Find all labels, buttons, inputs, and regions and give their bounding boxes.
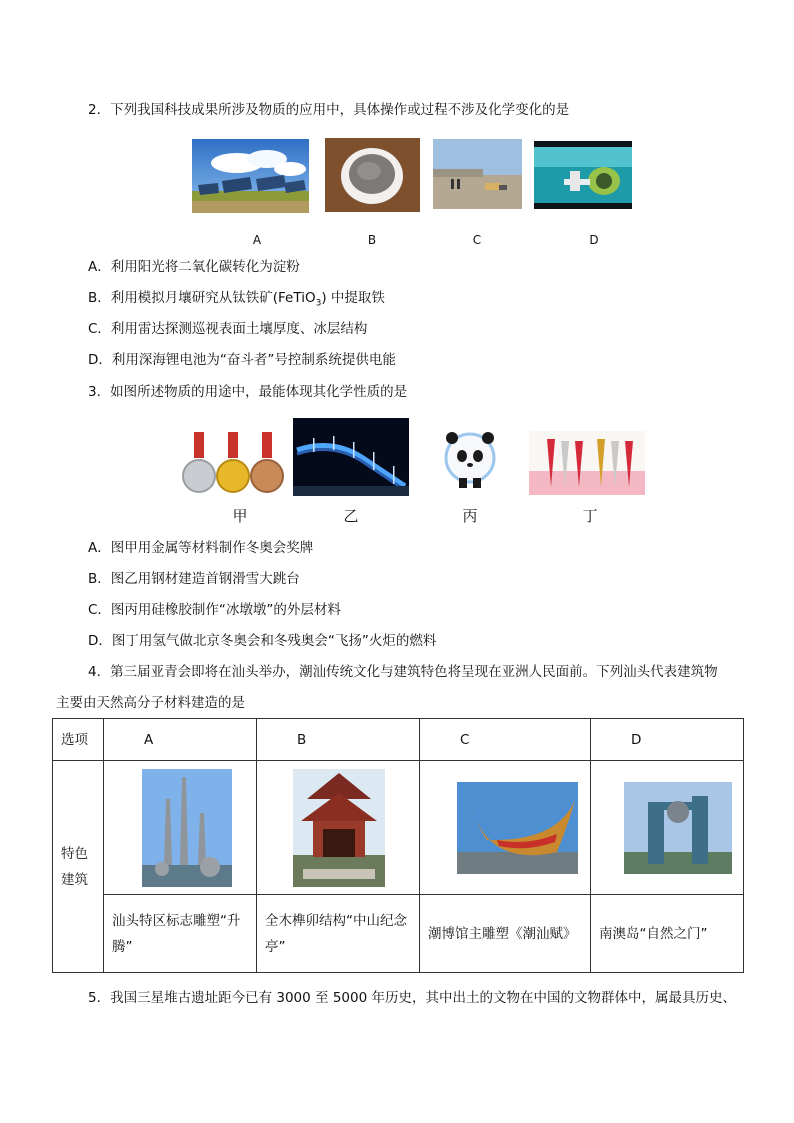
building-name-b-line2: 亭” xyxy=(265,938,286,955)
building-name-d: 南澳岛“自然之门” xyxy=(599,925,708,942)
row-label-line2: 建筑 xyxy=(61,871,88,888)
q2-caption-a: A xyxy=(252,233,262,247)
radar-rover-image xyxy=(433,139,522,209)
q2-option-c: C．利用雷达探测巡视表面土壤厚度、冰层结构 xyxy=(88,321,368,337)
bing-dwen-dwen-image xyxy=(437,428,503,490)
q2-stem: 2．下列我国科技成果所涉及物质的应用中，具体操作或过程不涉及化学变化的是 xyxy=(88,102,570,118)
building-name-a-line2: 腾” xyxy=(112,938,133,955)
q3-option-b: B．图乙用钢材建造首钢滑雪大跳台 xyxy=(88,571,300,587)
q2-option-d: D．利用深海锂电池为“奋斗者”号控制系统提供电能 xyxy=(88,352,396,368)
ski-jump-image xyxy=(293,418,409,496)
table-header-row xyxy=(53,719,744,761)
q2-caption-d: D xyxy=(589,233,599,247)
q3-caption-jia: 甲 xyxy=(232,507,248,525)
q4-stem-line1: 4．第三届亚青会即将在汕头举办，潮汕传统文化与建筑特色将呈现在亚洲人民面前。下列汕头代表建筑物 xyxy=(88,664,718,680)
q2-option-b: B．利用模拟月壤研究从钛铁矿(FeTiO$_3$) 中提取铁 xyxy=(88,290,385,309)
building-name-c: 潮博馆主雕塑《潮汕赋》 xyxy=(428,925,577,942)
q5-stem: 5．我国三星堆古遗址距今已有 3000 至 5000 年历史，其中出土的文物在中国的文物群体中，属最具历史、 xyxy=(88,990,736,1006)
shengteng-sculpture-image xyxy=(142,769,232,887)
header-col-d: D xyxy=(631,731,642,748)
q2-option-a: A．利用阳光将二氧化碳转化为淀粉 xyxy=(88,259,300,275)
q4-stem-line2: 主要由天然高分子材料建造的是 xyxy=(56,695,245,711)
q3-caption-ding: 丁 xyxy=(582,507,598,525)
q4-table xyxy=(52,718,744,973)
building-name-b-line1: 全木榫卯结构“中山纪念 xyxy=(265,912,407,929)
medals-image xyxy=(180,432,288,494)
table-row xyxy=(53,761,744,895)
q3-option-a: A．图甲用金属等材料制作冬奥会奖牌 xyxy=(88,540,314,556)
solar-panels-image xyxy=(192,139,309,213)
chaoshan-fu-sculpture-image xyxy=(457,782,578,874)
building-name-a-line1: 汕头特区标志雕塑“升 xyxy=(112,912,241,929)
q3-caption-bing: 丙 xyxy=(462,507,478,525)
header-option-label: 选项 xyxy=(61,731,88,748)
q3-stem: 3．如图所述物质的用途中，最能体现其化学性质的是 xyxy=(88,384,408,400)
header-col-a: A xyxy=(144,731,154,748)
deep-sea-submersible-image xyxy=(534,141,632,209)
header-col-b: B xyxy=(297,731,307,748)
q3-caption-yi: 乙 xyxy=(343,507,359,525)
q2-caption-c: C xyxy=(472,233,482,247)
q3-option-d: D．图丁用氢气做北京冬奥会和冬残奥会“飞扬”火炬的燃料 xyxy=(88,633,437,649)
lunar-soil-powder-image xyxy=(325,138,420,212)
torches-image xyxy=(529,431,645,495)
gate-of-nature-image xyxy=(624,782,732,874)
row-label-line1: 特色 xyxy=(61,845,88,862)
header-col-c: C xyxy=(460,731,470,748)
q2-caption-b: B xyxy=(367,233,377,247)
q3-option-c: C．图丙用硅橡胶制作“冰墩墩”的外层材料 xyxy=(88,602,341,618)
zhongshan-pavilion-image xyxy=(293,769,385,887)
table-row xyxy=(53,895,744,973)
